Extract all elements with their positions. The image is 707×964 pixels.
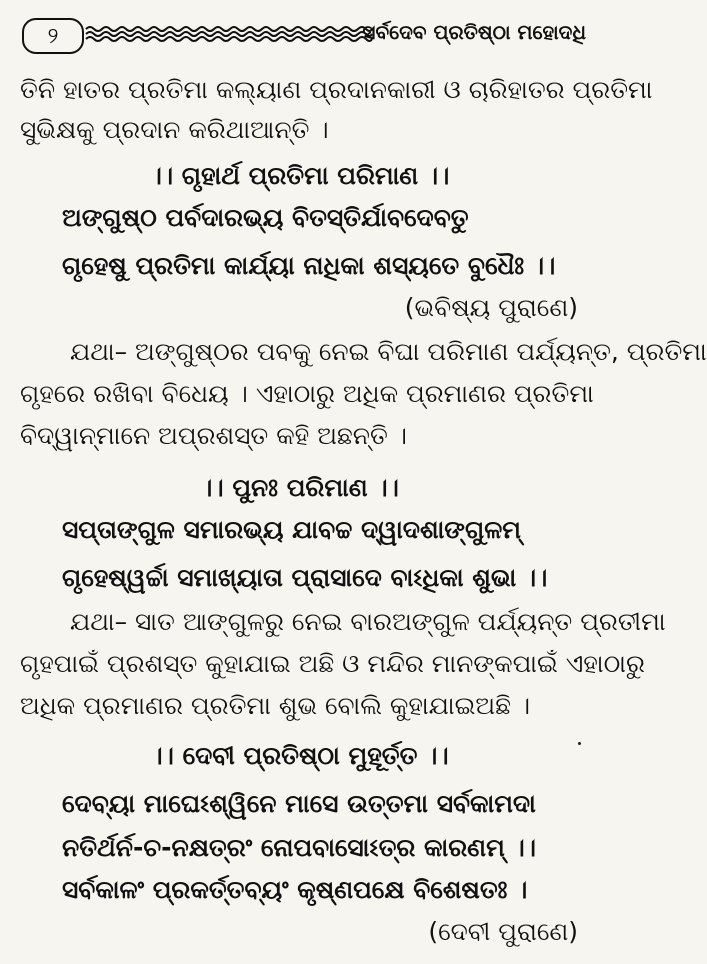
body-paragraph-line: ଯଥା– ସାତ ଆଙ୍ଗୁଳରୁ ନେଇ ବାରଅଙ୍ଗୁଳ ପର୍ଯ୍ୟନ୍ତ ପ୍ରତୀମା xyxy=(70,607,666,636)
body-paragraph-line: ଅଧିକ ପ୍ରମାଣର ପ୍ରତିମା ଶୁଭ ବୋଲି କୁହାଯାଇଅଛି । xyxy=(20,691,531,720)
body-paragraph-line: ଗୃହରେ ରଖିବା ବିଧେୟ । ଏହାଠାରୁ ଅଧିକ ପ୍ରମାଣର ପ୍ରତିମା xyxy=(20,379,594,408)
body-paragraph-line: ତିନି ହାତର ପ୍ରତିମା କଲ୍ୟାଣ ପ୍ରଦାନକାରୀ ଓ ଚାରିହାତର ପ୍ରତିମା xyxy=(20,75,653,104)
verse-source-citation: (ଭବିଷ୍ୟ ପୁରାଣେ) xyxy=(404,293,578,322)
sanskrit-verse-line: ନତିର୍ଥର୍ନ-ଚ-ନକ୍ଷତ୍ରଂ ନୋପବାସୋଽତ୍ର କାରଣମ୍ ।। xyxy=(62,833,536,862)
scan-speck xyxy=(578,742,581,745)
body-paragraph-line: ବିଦ୍ୱାନ୍‌ମାନେ ଅପ୍ରଶସ୍ତ କହି ଅଛନ୍ତି । xyxy=(20,421,408,450)
sanskrit-verse-line: ଅଙ୍ଗୁଷ୍ଠ ପର୍ବଦାରଭ୍ୟ ବିତସ୍ତିର୍ଯାବଦେବତୁ xyxy=(62,203,469,232)
body-paragraph-line: ସୁଭିକ୍ଷକୁ ପ୍ରଦାନ କରିଥାଆନ୍ତି । xyxy=(20,115,329,144)
body-paragraph-line: ଯଥା– ଅଙ୍ଗୁଷ୍ଠର ପବକୁ ନେଇ ବିଘା ପରିମାଣ ପର୍ଯ୍ୟନ୍ତ, ପ୍ରତିମା xyxy=(70,337,707,366)
sanskrit-verse-line: ଗୃହେଷୁ ପ୍ରତିମା କାର୍ଯ୍ୟା ନାଧିକା ଶସ୍ୟତେ ବୁଧୈଃ ।। xyxy=(62,251,556,280)
sanskrit-verse-line: ସର୍ବକାଳଂ ପ୍ରକର୍ତ୍ତବ୍ୟଂ କୃଷ୍ଣପକ୍ଷେ ବିଶେଷତଃ । xyxy=(62,875,528,904)
section-heading: ।। ପୁନଃ ପରିମାଣ ।। xyxy=(201,473,399,502)
sanskrit-verse-line: ଗୃହେଷ୍ୱର୍ଚ୍ଚା ସମାଖ୍ୟାତା ପ୍ରାସାଦେ ବାଽଧିକା ଶୁଭା ।। xyxy=(62,563,548,592)
page-number: ୨ xyxy=(22,18,84,54)
page-header xyxy=(12,14,590,56)
verse-source-citation: (ଦେବୀ ପୁରାଣେ) xyxy=(428,917,578,946)
sanskrit-verse-line: ସପ୍ତାଙ୍ଗୁଳ ସମାରଭ୍ୟ ଯାବଚ୍ଚ ଦ୍ୱାଦଶାଙ୍ଗୁଳମ୍ xyxy=(62,515,521,544)
section-heading: ।। ଦେବୀ ପ୍ରତିଷ୍ଠା ମୁହୂର୍ତ୍ତ ।। xyxy=(151,741,449,770)
body-paragraph-line: ଗୃହପାଇଁ ପ୍ରଶସ୍ତ କୁହାଯାଇ ଅଛି ଓ ମନ୍ଦିର ମାନଙ୍କପାଇଁ ଏହାଠାରୁ xyxy=(20,649,645,678)
running-title: ସର୍ବଦେବ ପ୍ରତିଷ୍ଠା ମହୋଦଧି xyxy=(362,20,586,44)
wavy-rule-ornament xyxy=(86,24,372,44)
sanskrit-verse-line: ଦେବ୍ୟା ମାଘେଽଶ୍ୱିନେ ମାସେ ଉତ୍ତମା ସର୍ବକାମଦା xyxy=(62,789,536,818)
section-heading: ।। ଗୃହାର୍ଥ ପ୍ରତିମା ପରିମାଣ ।। xyxy=(150,161,450,190)
